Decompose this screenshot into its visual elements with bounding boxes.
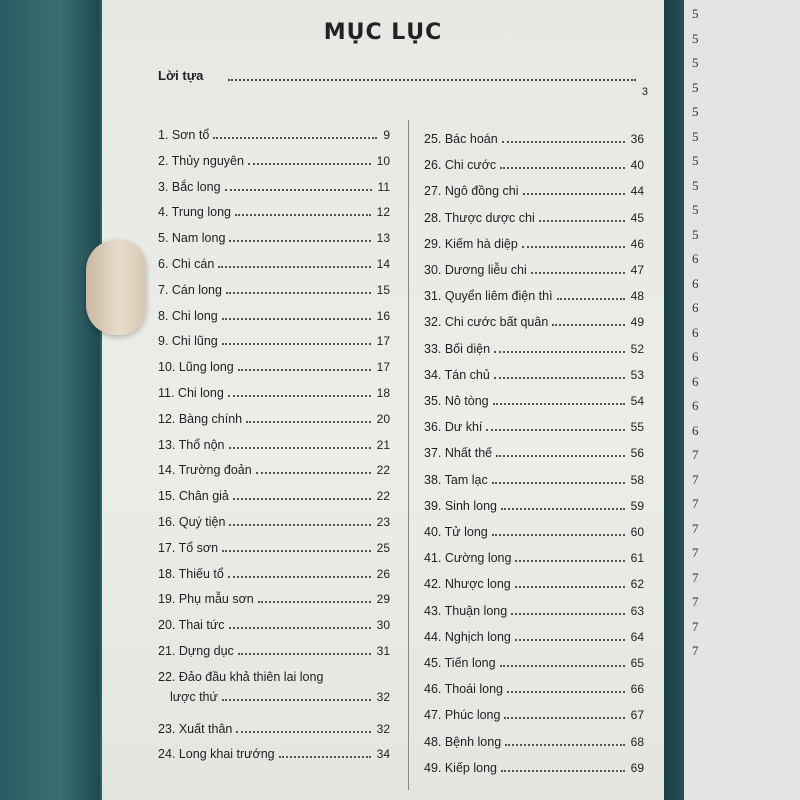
dot-leader [494,351,625,353]
toc-entry-title: 27. Ngô đồng chi [424,184,519,199]
toc-entry [424,126,644,148]
toc-entry-title: 4. Trung long [158,205,231,220]
toc-entry-page: 58 [630,472,644,487]
toc-entry-page: 62 [630,577,644,592]
toc-entry [158,457,390,479]
toc-entry-title: 43. Thuận long [424,603,508,618]
toc-entry-title: 16. Quý tiện [158,515,226,529]
toc-entry [424,467,644,489]
toc-entry [424,650,644,672]
toc-entry-wrapped-line1 [158,664,390,686]
toc-entry-page: 60 [630,525,644,539]
toc-entry-page: 53 [630,367,644,382]
toc-entry [158,251,390,273]
toc-entry-title: 37. Nhất thế [424,446,493,461]
toc-entry-title: 28. Thược dược chi [424,210,535,225]
toc-entry-page: 17 [376,334,390,349]
toc-entry-page: 21 [376,437,390,452]
toc-entry [158,535,390,557]
toc-entry-page: 13 [376,231,390,246]
toc-entry-title: 9. Chi lũng [158,334,218,349]
toc-entry-title: 45. Tiến long [424,656,496,670]
toc-entry-title: 20. Thai tức [158,618,225,633]
toc-entry-page: 59 [630,498,644,513]
toc-entry-title: 21. Dựng dục [158,644,234,658]
dot-leader [486,429,624,431]
toc-entry [158,483,390,505]
toc-entry-page: 61 [630,551,644,566]
toc-entry-page: 48 [630,289,644,304]
dot-leader [228,576,371,578]
dot-leader [225,189,372,191]
preface-entry [158,68,648,100]
next-page-number: 7 [692,618,699,634]
toc-entry-title: 13. Thổ nộn [158,437,225,452]
toc-entry-title: 18. Thiếu tổ [158,566,224,581]
toc-entry-title: 32. Chi cước bất quân [424,315,549,330]
dot-leader [222,550,371,552]
toc-entry [158,432,390,454]
next-page-number: 7 [692,496,699,511]
toc-entry [424,231,644,253]
next-page-number: 7 [692,569,699,585]
dot-leader [522,246,625,248]
toc-entry [424,676,644,698]
next-page-number: 5 [692,104,699,119]
toc-entry-title: 15. Chân giả [158,489,229,504]
toc-entry-page: 67 [630,708,644,723]
table-of-contents-page [102,0,664,800]
next-page-number: 6 [692,422,699,438]
toc-entry [424,388,644,410]
toc-entry [424,283,644,305]
toc-entry [158,561,390,583]
next-page-number: 6 [692,398,699,413]
dot-leader [229,447,371,449]
toc-entry-page: 44 [630,184,644,199]
toc-entry-page: 65 [630,656,644,670]
preface-page-number: 3 [641,86,648,98]
toc-entry-title: 7. Cán long [158,282,222,297]
toc-entry-page: 17 [376,360,390,375]
dot-leader [246,421,371,423]
toc-entry [424,519,644,541]
dot-leader [515,586,625,588]
toc-entry-title: 26. Chi cước [424,158,497,173]
toc-entry-title: 25. Bác hoán [424,132,498,146]
toc-entry [424,493,644,515]
dot-leader [501,770,625,772]
dot-leader [229,524,370,526]
toc-entry-page: 25 [376,540,390,555]
dot-leader [507,691,625,693]
toc-entry [424,755,644,777]
toc-entry-title: 10. Lũng long [158,360,234,375]
toc-entry-title: 29. Kiếm hà diệp [424,236,518,251]
toc-entry-title: 48. Bệnh long [424,734,502,749]
toc-entry-page: 69 [630,760,644,775]
dot-leader [258,601,371,603]
toc-entry-page: 36 [630,132,644,146]
toc-entry-title: 30. Dương liễu chi [424,263,527,277]
next-page-number: 7 [692,594,699,609]
dot-leader [248,163,371,165]
toc-entry [424,257,644,279]
dot-leader [500,665,625,667]
dot-leader [213,137,377,139]
dot-leader [233,498,371,500]
toc-entry-page: 11 [377,179,390,194]
next-page-number: 7 [692,545,699,560]
toc-entry-page: 45 [630,210,644,225]
toc-entry-title: 14. Trường đoản [158,463,252,478]
toc-entry-page: 56 [630,446,644,461]
toc-entry-page: 9 [383,128,390,142]
dot-leader [505,744,624,746]
toc-entry [158,354,390,376]
toc-entry [158,716,390,738]
toc-entry [424,598,644,620]
toc-entry-page: 32 [376,721,390,736]
toc-entry-title: 8. Chi long [158,308,218,323]
next-page-number: 5 [692,55,699,70]
next-page-number: 6 [692,324,699,340]
toc-entry [424,440,644,462]
toc-entry-page: 12 [376,205,390,220]
dot-leader [222,343,371,345]
toc-entry-title: 1. Sơn tổ [158,128,210,142]
toc-entry-title: 34. Tán chủ [424,367,490,382]
toc-entry-title: 22. Đảo đầu khả thiên lai long [158,669,324,684]
toc-entry-page: 10 [376,153,390,168]
dot-leader [222,318,371,320]
toc-entry [170,684,390,706]
dot-leader [511,613,624,615]
dot-leader [238,653,371,655]
column-divider [408,120,409,790]
toc-entry-page: 55 [630,420,644,435]
toc-entry-title: 36. Dư khí [424,420,483,435]
dot-leader [228,395,371,397]
dot-leader [552,324,624,326]
toc-entry [424,178,644,200]
dot-leader [226,292,371,294]
toc-entry-page: 30 [376,618,390,633]
dot-leader [501,508,625,510]
next-page-number: 5 [692,177,699,193]
toc-entry [424,702,644,724]
toc-entry-title: 38. Tam lạc [424,472,488,487]
dot-leader [493,403,625,405]
toc-entry-title: 46. Thoái long [424,682,503,697]
toc-entry [424,624,644,646]
toc-entry-page: 47 [630,263,644,277]
toc-entry-page: 23 [376,515,390,529]
dot-leader [557,298,625,300]
toc-entry-title: 19. Phụ mẫu sơn [158,592,254,607]
toc-entry-title: 12. Bàng chính [158,411,243,426]
toc-entry-page: 22 [376,463,390,478]
toc-entry-title: 33. Bối diện [424,341,491,356]
next-page-number: 5 [692,153,699,168]
next-page-number: 5 [692,6,699,21]
toc-entry-title: 24. Long khai trướng [158,747,275,762]
toc-entry [424,152,644,174]
holding-thumb [86,240,146,335]
dot-leader [238,369,371,371]
toc-entry [424,362,644,384]
next-page-number: 5 [692,128,699,144]
toc-entry-title: 23. Xuất thân [158,721,233,736]
toc-entry-title: 39. Sinh long [424,498,497,513]
dot-leader [502,141,625,143]
toc-entry [424,729,644,751]
dot-leader [236,731,370,733]
toc-entry-title: 35. Nô tòng [424,394,489,408]
toc-entry-page: 29 [376,592,390,607]
toc-entry-page: 20 [376,411,390,426]
dot-leader [523,193,625,195]
toc-entry [424,336,644,358]
next-page-number: 5 [692,226,699,242]
toc-entry [158,199,390,221]
toc-entry-page: 63 [630,603,644,618]
dot-leader [494,377,625,379]
toc-entry-title: 41. Cường long [424,551,512,566]
dot-leader [515,560,624,562]
toc-entry-title: 3. Bắc long [158,179,221,194]
toc-entry [158,328,390,350]
toc-entry-page: 18 [376,386,390,400]
dot-leader [539,220,625,222]
toc-entry-title: lược thứ [170,689,218,704]
toc-entry [158,612,390,634]
next-page-number: 6 [692,349,699,364]
page-title: MỤC LỤC [323,20,443,45]
toc-entry-page: 34 [376,747,390,762]
dot-leader [492,534,625,536]
toc-entry [424,205,644,227]
toc-entry-page: 68 [630,734,644,749]
preface-label: Lời tựa [158,68,204,83]
toc-entry-title: 11. Chi long [158,386,224,400]
toc-entry-title: 6. Chi cán [158,257,215,271]
next-page-number: 6 [692,275,699,291]
toc-entry-page: 16 [376,308,390,323]
dot-leader [229,627,371,629]
toc-entry [158,148,390,170]
toc-entry [424,414,644,436]
toc-entry-page: 31 [376,644,390,658]
toc-entry-page: 66 [630,682,644,697]
toc-entry-page: 52 [630,341,644,356]
toc-entry-title: 31. Quyển liêm điện thì [424,289,553,304]
dot-leader [531,272,625,274]
next-page-number: 6 [692,251,699,266]
next-page-number: 7 [692,643,699,658]
dot-leader [492,482,625,484]
toc-entry [158,122,390,144]
dot-leader [229,240,370,242]
dot-leader [515,639,625,641]
toc-entry-page: 46 [630,236,644,251]
toc-entry-page: 40 [630,158,644,173]
dot-leader [256,472,371,474]
book-cover-edge [0,0,100,800]
dot-leader [228,79,636,81]
toc-entry-title: 17. Tổ sơn [158,540,219,555]
toc-entry [158,638,390,660]
dot-leader [504,717,624,719]
next-page-number: 5 [692,79,699,95]
next-page-number: 7 [692,471,699,487]
dot-leader [222,699,371,701]
next-page-number: 6 [692,300,699,315]
toc-entry-page: 15 [376,282,390,297]
dot-leader [235,214,371,216]
toc-entry-title: 40. Tử long [424,525,488,539]
toc-entry [158,406,390,428]
next-page-number: 7 [692,447,699,462]
toc-entry [158,586,390,608]
toc-entry-page: 26 [376,566,390,581]
dot-leader [496,455,625,457]
dot-leader [500,167,624,169]
toc-entry-page: 49 [630,315,644,330]
next-page-edge [684,0,800,800]
toc-entry-page: 32 [376,689,390,704]
toc-entry-title: 49. Kiếp long [424,760,497,775]
toc-entry [158,174,390,196]
toc-entry-title: 2. Thủy nguyên [158,153,244,168]
toc-entry [424,545,644,567]
dot-leader [218,266,370,268]
toc-entry-page: 54 [630,394,644,408]
dot-leader [279,756,371,758]
toc-entry-page: 14 [376,257,390,271]
toc-entry-title: 47. Phúc long [424,708,501,723]
toc-entry-title: 42. Nhược long [424,577,511,592]
toc-entry [158,225,390,247]
toc-entry [158,277,390,299]
next-page-number: 5 [692,30,699,46]
toc-entry [424,309,644,331]
next-page-number: 5 [692,202,699,217]
toc-entry-page: 64 [630,629,644,644]
toc-entry-page: 22 [376,489,390,504]
next-page-number: 7 [692,520,699,536]
toc-entry-title: 5. Nam long [158,231,226,246]
toc-entry [158,741,390,763]
next-page-number: 6 [692,373,699,389]
toc-entry [158,509,390,531]
toc-entry [158,380,390,402]
toc-entry [424,571,644,593]
toc-entry-title: 44. Nghịch long [424,629,511,644]
toc-entry [158,303,390,325]
